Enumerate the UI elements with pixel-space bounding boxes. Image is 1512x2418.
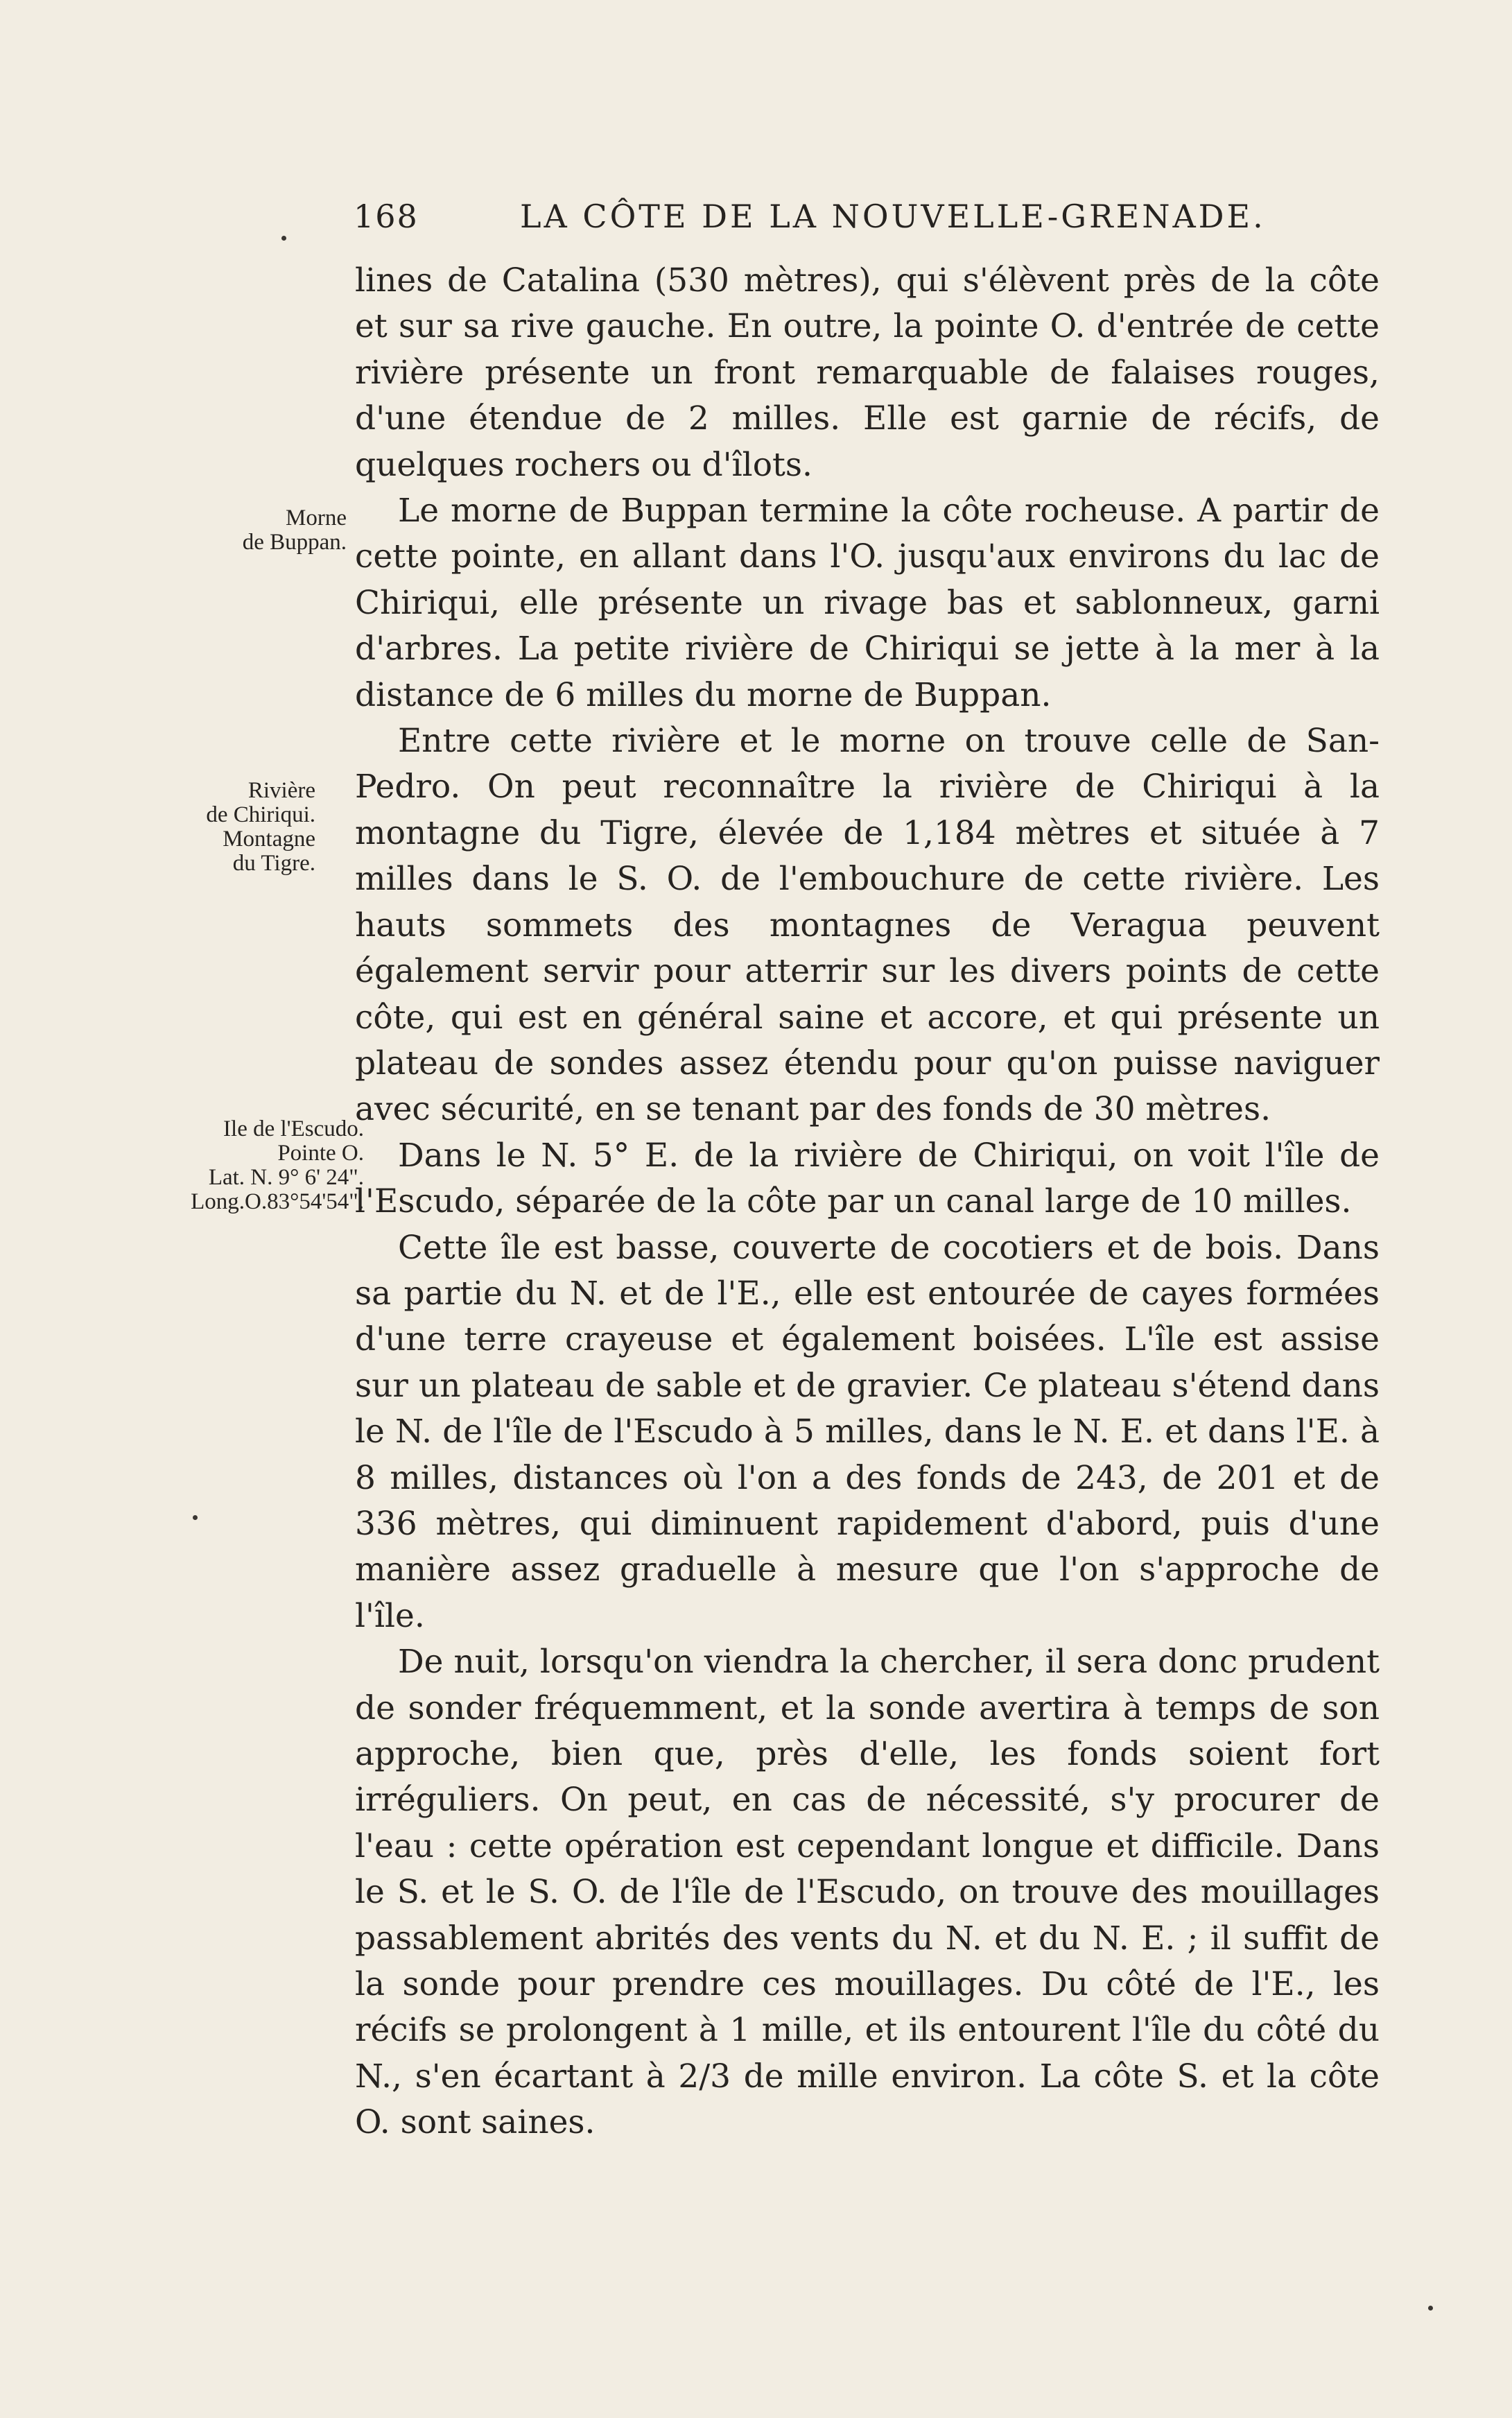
margin-note-ile-de-l-escudo (118, 1117, 364, 1214)
paragraph: Entre cette rivière et le morne on trouve celle de San-Pedro. On peut reconnaître la rivière de Chiriqui à la montagne du Tigre, élevée de 1,184 mètres et située à 7 milles dans le S. O. de l'embouchure de cette rivière. Les hauts sommets des montagnes de Veragua peuvent également servir pour atterrir sur les divers points de cette côte, qui est en général saine et accore, et qui présente un plateau de sondes assez étendu pour qu'on puisse naviguer avec sécurité, en se tenant par des fonds de 30 mètres. (355, 722, 1380, 1129)
margin-note-morne-de-buppan (139, 506, 347, 555)
paragraph: De nuit, lorsqu'on viendra la chercher, il sera donc prudent de sonder fréquemment, et la sonde avertira à temps de son approche, bien que, près d'elle, les fonds soient fort irréguliers. On peut, en cas de nécessité, s'y procurer de l'eau : cette opération est cependant longue et difficile. Dans le S. et le S. O. de l'île de l'Escudo, on trouve des mouillages passablement abrités des vents du N. et du N. E. ; il suffit de la sonde pour prendre ces mouillages. Du côté de l'E., les récifs se prolongent à 1 mille, et ils entourent l'île du côté du N., s'en écartant à 2/3 de mille environ. La côte S. et la côte O. sont saines. (355, 1643, 1380, 2142)
body-text (355, 258, 1380, 2146)
ink-speck (1428, 2306, 1433, 2311)
margin-note-line: Montagne (223, 827, 315, 852)
ink-speck (281, 236, 286, 241)
margin-note-line: Lat. N. 9° 6' 24". (208, 1165, 364, 1190)
paragraph: lines de Catalina (530 mètres), qui s'élèvent près de la côte et sur sa rive gauche. En outre, la pointe O. d'entrée de cette rivière présente un front remarquable de falaises rouges, d'une étendue de 2 milles. Elle est garnie de récifs, de quelques rochers ou d'îlots. (355, 261, 1380, 484)
running-title: LA CÔTE DE LA NOUVELLE-GRENADE. (520, 198, 1266, 235)
margin-note-line: Rivière (247, 778, 315, 803)
page-number: 168 (354, 198, 419, 235)
margin-note-line: de Chiriqui. (206, 802, 315, 827)
margin-note-line: de Buppan. (242, 530, 347, 555)
margin-note-line: Ile de l'Escudo. (223, 1116, 364, 1141)
running-header (354, 198, 1310, 246)
paragraph: Dans le N. 5° E. de la rivière de Chiriqui, on voit l'île de l'Escudo, séparée de la côte par un canal large de 10 milles. (355, 1136, 1380, 1221)
margin-note-line: Pointe O. (277, 1141, 364, 1166)
margin-note-line: Morne (286, 506, 347, 530)
ink-speck (193, 1515, 198, 1520)
margin-note-riviere-de-chiriqui (132, 779, 315, 876)
paragraph: Cette île est basse, couverte de cocotiers et de bois. Dans sa partie du N. et de l'E., elle est entourée de cayes formées d'une terre crayeuse et également boisées. L'île est assise sur un plateau de sable et de gravier. Ce plateau s'étend dans le N. de l'île de l'Escudo à 5 milles, dans le N. E. et dans l'E. à 8 milles, distances où l'on a des fonds de 243, de 201 et de 336 mètres, qui diminuent rapidement d'abord, puis d'une manière assez graduelle à mesure que l'on s'approche de l'île. (355, 1228, 1380, 1635)
margin-note-line: Long.O.83°54'54". (191, 1189, 364, 1214)
paragraph: Le morne de Buppan termine la côte rocheuse. A partir de cette pointe, en allant dans l'O. jusqu'aux environs du lac de Chiriqui, elle présente un rivage bas et sablonneux, garni d'arbres. La petite rivière de Chiriqui se jette à la mer à la distance de 6 milles du morne de Buppan. (355, 492, 1380, 714)
margin-note-line: du Tigre. (232, 851, 315, 876)
